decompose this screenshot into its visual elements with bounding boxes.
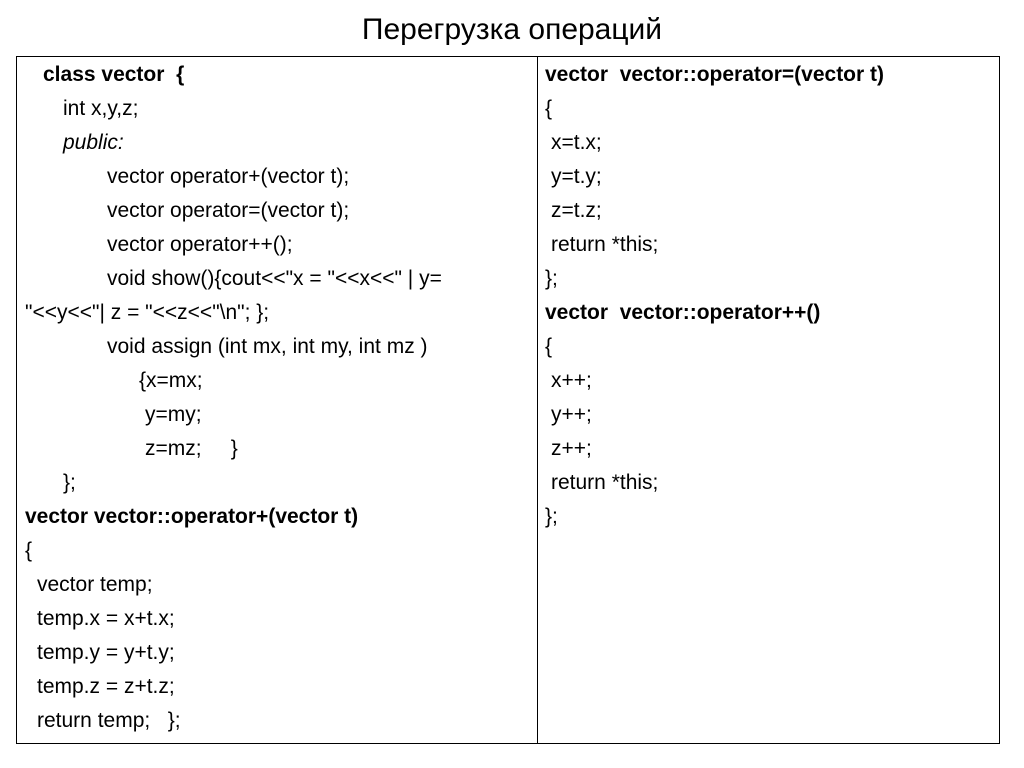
operator-assign-open-brace-line: { bbox=[545, 97, 553, 120]
class-end-line: }; bbox=[63, 471, 76, 494]
increment-x-line: x++; bbox=[551, 369, 592, 392]
assign-return-this-line: return *this; bbox=[551, 233, 659, 256]
operator-plus-declaration-line: vector operator+(vector t); bbox=[107, 165, 350, 188]
code-table bbox=[16, 56, 1000, 744]
return-temp-line: return temp; }; bbox=[37, 709, 181, 732]
operator-plus-definition-line: vector vector::operator+(vector t) bbox=[25, 505, 359, 528]
operator-increment-declaration-line: vector operator++(); bbox=[107, 233, 293, 256]
assign-y-line: y=my; bbox=[145, 403, 202, 426]
column-divider bbox=[537, 57, 538, 743]
public-access-line: public: bbox=[63, 131, 124, 154]
operator-increment-open-brace-line: { bbox=[545, 335, 553, 358]
operator-plus-open-brace-line: { bbox=[25, 539, 33, 562]
assign-copy-y-line: y=t.y; bbox=[551, 165, 602, 188]
slide-title: Перегрузка операций bbox=[361, 13, 663, 46]
operator-assign-close-line: }; bbox=[545, 267, 558, 290]
member-fields-line: int x,y,z; bbox=[63, 97, 139, 120]
temp-x-line: temp.x = x+t.x; bbox=[37, 607, 175, 630]
operator-assign-declaration-line: vector operator=(vector t); bbox=[107, 199, 350, 222]
show-method-continuation-line: "<<y<<"| z = "<<z<<"\n"; }; bbox=[25, 301, 270, 324]
assign-z-line: z=mz; } bbox=[145, 437, 238, 460]
assign-x-line: {x=mx; bbox=[139, 369, 203, 392]
temp-declaration-line: vector temp; bbox=[37, 573, 153, 596]
assign-method-line: void assign (int mx, int my, int mz ) bbox=[107, 335, 428, 358]
operator-increment-close-line: }; bbox=[545, 505, 558, 528]
increment-z-line: z++; bbox=[551, 437, 592, 460]
operator-increment-definition-line: vector vector::operator++() bbox=[545, 301, 821, 324]
assign-copy-z-line: z=t.z; bbox=[551, 199, 602, 222]
increment-return-this-line: return *this; bbox=[551, 471, 659, 494]
class-declaration-line: class vector { bbox=[43, 63, 185, 86]
show-method-line: void show(){cout<<"x = "<<x<<" | y= bbox=[107, 267, 442, 290]
temp-z-line: temp.z = z+t.z; bbox=[37, 675, 175, 698]
operator-assign-definition-line: vector vector::operator=(vector t) bbox=[545, 63, 885, 86]
increment-y-line: y++; bbox=[551, 403, 592, 426]
temp-y-line: temp.y = y+t.y; bbox=[37, 641, 175, 664]
assign-copy-x-line: x=t.x; bbox=[551, 131, 602, 154]
